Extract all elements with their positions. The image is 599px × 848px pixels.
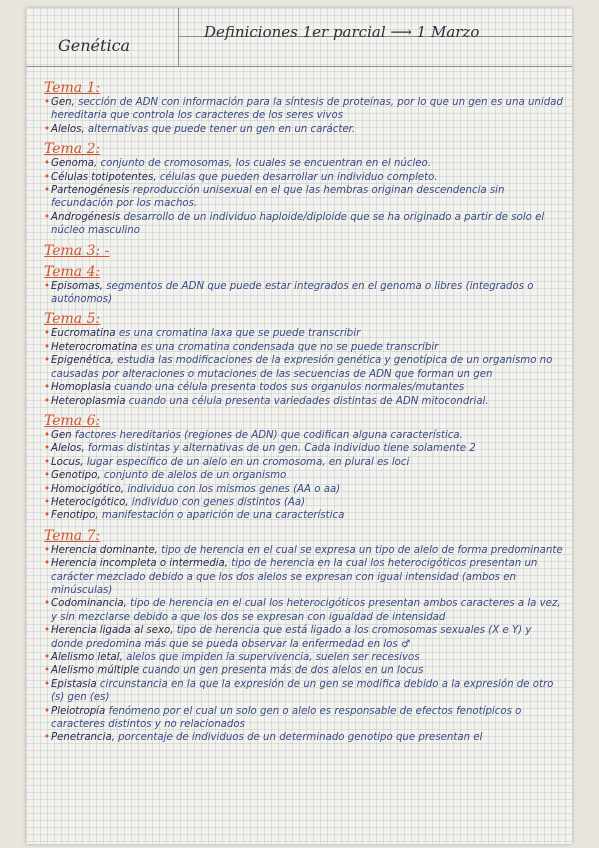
tema-heading: Tema 1: — [44, 80, 101, 96]
definition-item — [44, 456, 564, 469]
definition-term: Fenotipo, — [51, 510, 99, 522]
bullet-icon: • — [44, 395, 51, 407]
definition-term: Gen — [51, 429, 72, 441]
definition-term: Epigenética, — [51, 355, 115, 367]
bullet-icon: • — [44, 382, 51, 394]
bullet-icon: • — [44, 185, 51, 197]
definition-item — [44, 429, 564, 442]
definition-item — [44, 354, 564, 381]
definition-text: cuando una célula presenta variedades distintas de ADN mitocondrial. — [125, 395, 489, 407]
definition-item — [44, 678, 564, 705]
bullet-icon: • — [44, 483, 51, 495]
definition-item — [44, 171, 564, 184]
notes-body — [44, 80, 564, 745]
definition-item — [44, 557, 564, 597]
definition-text: estudia las modificaciones de la expresión genética y genotípica de un organismo no causadas por alteraciones o mutaciones de las secuencias de ADN que forman un gen — [51, 355, 553, 380]
definition-term: Herencia dominante, — [51, 544, 158, 556]
definition-item — [44, 395, 564, 408]
definition-text: conjunto de cromosomas, los cuales se encuentran en el núcleo. — [97, 158, 432, 170]
definition-term: Locus, — [51, 456, 84, 468]
definition-text: alternativas que puede tener un gen en un carácter. — [84, 123, 356, 135]
definition-text: tipo de herencia que está ligado a los cromosomas sexuales (X e Y) y donde predomina más que se pueda observar la enfermedad en los ♂ — [51, 625, 532, 650]
definition-item — [44, 544, 564, 557]
definition-item — [44, 123, 564, 136]
definition-term: Penetrancia, — [51, 732, 115, 744]
definition-text: circunstancia en la que la expresión de un gen se modifica debido a la expresión de otro (s) gen (es) — [51, 678, 554, 704]
definition-text: cuando un gen presenta más de dos alelos en un locus — [139, 665, 424, 677]
definition-item — [44, 280, 564, 307]
definition-term: Genoma, — [51, 158, 98, 170]
definition-item — [44, 381, 564, 394]
definition-item — [44, 705, 564, 732]
bullet-icon: • — [44, 470, 51, 482]
bullet-icon: • — [44, 158, 51, 170]
bullet-icon: • — [44, 443, 51, 455]
bullet-icon: • — [44, 429, 51, 441]
bullet-icon: • — [44, 341, 51, 353]
page-title: Definiciones 1er parcial ⟶ 1 Marzo — [204, 23, 480, 41]
bullet-icon: • — [44, 558, 51, 570]
definition-text: células que pueden desarrollar un individuo completo. — [156, 171, 438, 183]
definition-term: Homocigótico, — [51, 483, 125, 495]
bullet-icon: • — [44, 510, 51, 522]
page-header — [26, 8, 572, 67]
definition-item — [44, 341, 564, 354]
definition-term: Alelismo letal, — [51, 652, 123, 663]
definition-term: Episomas, — [51, 280, 103, 292]
bullet-icon: • — [44, 355, 51, 367]
bullet-icon: • — [44, 705, 51, 717]
definition-text: porcentaje de individuos de un determinado genotipo que presentan el — [114, 732, 483, 744]
bullet-icon: • — [44, 280, 51, 292]
bullet-icon: • — [44, 544, 51, 556]
definition-term: Eucromatina — [51, 328, 116, 340]
bullet-icon: • — [44, 652, 51, 663]
definition-text: lugar específico de un alelo en un cromosoma, en plural es loci — [83, 456, 410, 468]
definition-term: Homoplasia — [51, 382, 111, 394]
definition-item — [44, 157, 564, 170]
definition-text: manifestación o aparición de una característica — [98, 510, 345, 522]
definition-term: Pleiotropía — [51, 705, 106, 717]
definition-term: Epistasia — [51, 678, 97, 690]
definition-item — [44, 496, 564, 509]
bullet-icon: • — [44, 97, 51, 108]
definition-item — [44, 597, 564, 624]
subject-title: Genética — [58, 36, 131, 55]
definition-item — [44, 664, 564, 677]
definition-term: Gen, — [51, 97, 75, 108]
definition-item — [44, 483, 564, 496]
bullet-icon: • — [44, 171, 51, 183]
definition-item — [44, 442, 564, 455]
definition-text: segmentos de ADN que puede estar integrados en el genoma o libres (integrados o autónomos) — [51, 280, 534, 306]
definition-text: tipo de herencia en el cual los heterocigóticos presentan ambos caracteres a la vez, y sin mezclarse debido a que los dos se expresan con igualdad de intensidad — [51, 598, 561, 623]
definition-text: individuo con genes distintos (Aa) — [128, 496, 306, 508]
definition-term: Alelos, — [51, 443, 85, 455]
definition-item — [44, 624, 564, 651]
definition-term: Androgénesis — [51, 211, 121, 223]
bullet-icon: • — [44, 123, 51, 135]
bullet-icon: • — [44, 496, 51, 508]
definition-text: conjunto de alelos de un organismo — [100, 470, 287, 482]
bullet-icon: • — [44, 665, 51, 677]
definition-term: Herencia incompleta o intermedia, — [51, 558, 229, 570]
definition-text: cuando una célula presenta todos sus organulos normales/mutantes — [110, 382, 465, 394]
definition-item — [44, 469, 564, 482]
definition-text: es una cromatina condensada que no se puede transcribir — [137, 341, 439, 353]
bullet-icon: • — [44, 678, 51, 690]
definition-text: factores hereditarios (regiones de ADN) que codifican alguna característica. — [71, 429, 463, 441]
definition-text: es una cromatina laxa que se puede transcribir — [115, 328, 361, 340]
definition-item — [44, 96, 564, 123]
definition-item — [44, 211, 564, 238]
header-subject-cell — [26, 8, 179, 66]
definition-term: Alelismo múltiple — [51, 665, 140, 677]
definition-text: individuo con los mismos genes (AA o aa) — [124, 483, 341, 495]
definition-item — [44, 327, 564, 340]
definition-item — [44, 509, 564, 522]
tema-heading: Tema 6: — [44, 412, 101, 429]
tema-heading: Tema 4: — [44, 263, 101, 280]
tema-heading: Tema 2: — [44, 141, 101, 158]
notebook-page — [26, 8, 572, 844]
bullet-icon: • — [44, 328, 51, 340]
tema-heading: Tema 5: — [44, 311, 101, 328]
definition-term: Genotipo, — [51, 470, 101, 482]
definition-term: Heterocromatina — [51, 341, 138, 353]
definition-text: formas distintas y alternativas de un gen. Cada individuo tiene solamente 2 — [84, 443, 476, 455]
definition-item — [44, 651, 564, 664]
definition-term: Heteroplasmia — [51, 395, 126, 407]
definition-term: Células totipotentes, — [51, 171, 157, 183]
bullet-icon: • — [44, 732, 51, 744]
definition-term: Heterocigótico, — [51, 496, 129, 508]
definition-text: desarrollo de un individuo haploide/diploide que se ha originado a partir de solo el núcleo masculino — [51, 211, 545, 237]
definition-term: Herencia ligada al sexo, — [51, 625, 174, 637]
bullet-icon: • — [44, 625, 51, 637]
bullet-icon: • — [44, 598, 51, 610]
definition-text: alelos que impiden la supervivencia, suelen ser recesivos — [122, 652, 420, 663]
tema-heading: Tema 7: — [44, 527, 101, 544]
definition-text: fenómeno por el cual un solo gen o alelo es responsable de efectos fenotípicos o caracteres distintos y no relacionados — [51, 705, 522, 731]
definition-term: Partenogénesis — [51, 185, 130, 197]
definition-text: tipo de herencia en la cual los heterocigóticos presentan un carácter mezclado debido a que los dos alelos se expresan con igual intensidad (ambos en minúsculas) — [51, 558, 538, 596]
bullet-icon: • — [44, 456, 51, 468]
definition-text: sección de ADN con información para la síntesis de proteínas, por lo que un gen es una unidad hereditaria que controla los caracteres de los seres vivos — [51, 97, 563, 122]
bullet-icon: • — [44, 211, 51, 223]
definition-item — [44, 184, 564, 211]
definition-text: reproducción unisexual en el que las hembras originan descendencia sin fecundación por los machos. — [51, 185, 505, 210]
definition-text: tipo de herencia en el cual se expresa un tipo de alelo de forma predominante — [157, 544, 563, 556]
definition-term: Alelos, — [51, 123, 85, 135]
tema-heading: Tema 3: - — [44, 242, 110, 259]
definition-item — [44, 731, 564, 744]
definition-term: Codominancia, — [51, 598, 127, 610]
